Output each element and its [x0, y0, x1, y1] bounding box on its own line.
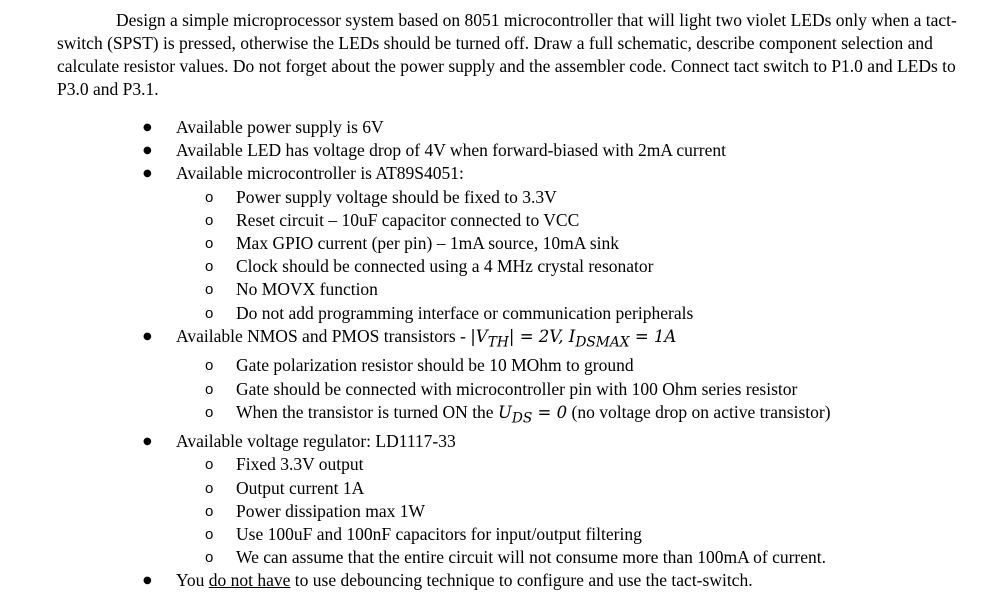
sub-item: o Fixed 3.3V output [176, 453, 990, 476]
sub-item: o Power supply voltage should be fixed to 3.3V [176, 186, 990, 209]
formula-part: | = 2V, I [508, 326, 576, 346]
formula-part: = 0 [532, 402, 568, 422]
sub-item: o Power dissipation max 1W [176, 500, 990, 523]
debounce-text: You [176, 570, 209, 591]
bullet-microcontroller [0, 162, 990, 324]
transistors-label: Available NMOS and PMOS transistors - [176, 325, 471, 346]
sub-item: o Max GPIO current (per pin) – 1mA source, 10mA sink [176, 232, 990, 255]
mcu-label: Available microcontroller is AT89S4051: [176, 163, 464, 184]
bullet-debounce [0, 569, 990, 592]
sub-item: o No MOVX function [176, 278, 990, 301]
sub-item [176, 401, 990, 431]
bullet-led: ● Available LED has voltage drop of 4V when forward-biased with 2mA current [0, 139, 990, 162]
bullet-power-supply: ● Available power supply is 6V [0, 116, 990, 139]
mcu-sublist [176, 186, 990, 325]
sub-item: o Output current 1A [176, 477, 990, 500]
debounce-emphasis: do not have [208, 570, 291, 591]
formula-part: = 1A [629, 326, 677, 346]
sub-item: o Do not add programming interface or communication peripherals [176, 302, 990, 325]
bullet-regulator [0, 430, 990, 569]
requirements-list [0, 116, 990, 593]
uds-formula [497, 402, 568, 427]
transistors-sublist [176, 354, 990, 430]
sub-item: o Clock should be connected using a 4 MHz crystal resonator [176, 255, 990, 278]
formula-sub: TH [487, 334, 509, 351]
sub-item: o Reset circuit – 10uF capacitor connected to VCC [176, 209, 990, 232]
bullet-transistors [0, 325, 990, 430]
intro-paragraph: Design a simple microprocessor system based on 8051 microcontroller that will light two violet LEDs only when a tact-switch (SPST) is pressed, otherwise the LEDs should be turned off. Draw a full schematic, describe component selection and calculate resistor values. Do not forget about the power supply and the assembler code. Connect tact switch to P1.0 and LEDs to P3.0 and P3.1. [57, 10, 957, 99]
regulator-sublist [176, 453, 990, 569]
sub-item: o We can assume that the entire circuit will not consume more than 100mA of current. [176, 546, 990, 569]
sub-item-text: When the transistor is turned ON the [236, 401, 498, 422]
sub-item: o Gate should be connected with microcontroller pin with 100 Ohm series resistor [176, 378, 990, 401]
formula-sub: DSMAX [575, 334, 630, 351]
formula-part: |V [470, 326, 488, 346]
sub-item: o Use 100uF and 100nF capacitors for input/output filtering [176, 523, 990, 546]
sub-item-text: (no voltage drop on active transistor) [567, 401, 831, 422]
formula-sub: DS [511, 410, 533, 427]
regulator-label: Available voltage regulator: LD1117-33 [176, 431, 456, 452]
formula-part: U [497, 402, 512, 422]
transistor-spec-formula [470, 326, 677, 351]
debounce-text: to use debouncing technique to configure and use the tact-switch. [290, 570, 753, 591]
sub-item: o Gate polarization resistor should be 10 MOhm to ground [176, 354, 990, 377]
